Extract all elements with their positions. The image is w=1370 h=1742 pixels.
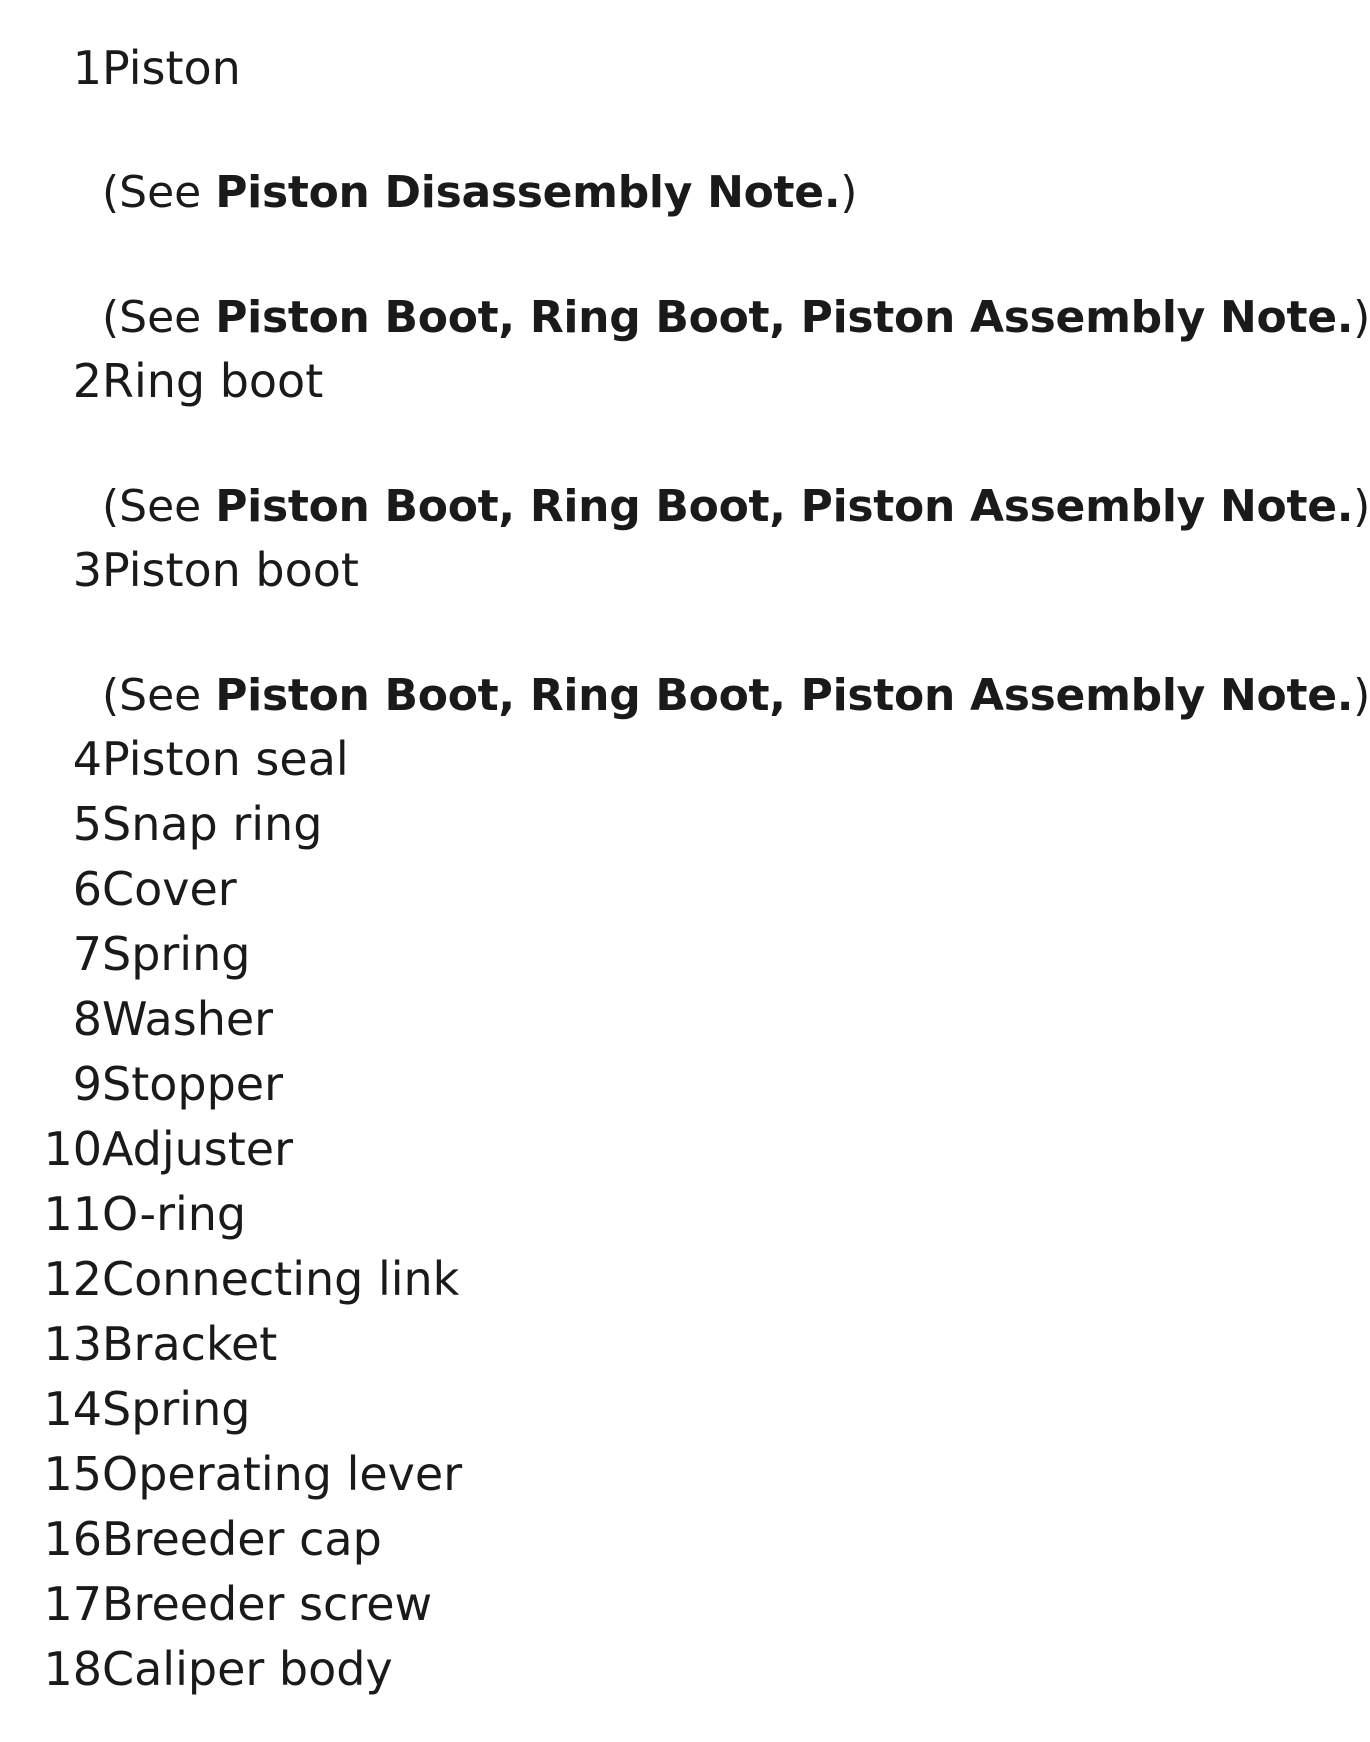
item-number: 16 bbox=[43, 1512, 102, 1566]
note-suffix: ) bbox=[1353, 670, 1370, 721]
item-label: Connecting link bbox=[102, 1252, 460, 1306]
item-number: 1 bbox=[72, 41, 102, 95]
item-number: 9 bbox=[72, 1057, 102, 1111]
note-prefix: (See bbox=[102, 481, 216, 532]
note-title: Piston Boot, Ring Boot, Piston Assembly Note. bbox=[215, 481, 1354, 532]
item-label: Bracket bbox=[102, 1317, 278, 1371]
item-number: 2 bbox=[72, 354, 102, 408]
note-suffix: ) bbox=[1353, 292, 1370, 343]
list-item bbox=[0, 540, 1344, 600]
list-item bbox=[0, 924, 1344, 984]
item-label: Piston bbox=[102, 41, 241, 95]
item-label: Adjuster bbox=[102, 1122, 294, 1176]
note-title: Piston Disassembly Note. bbox=[215, 167, 841, 218]
list-item bbox=[0, 1119, 1344, 1179]
item-number: 4 bbox=[72, 732, 102, 786]
note-prefix: (See bbox=[102, 292, 216, 343]
note-title: Piston Boot, Ring Boot, Piston Assembly Note. bbox=[215, 670, 1354, 721]
item-number: 13 bbox=[43, 1317, 102, 1371]
note-prefix: (See bbox=[102, 167, 216, 218]
list-item bbox=[0, 1444, 1344, 1504]
item-number: 6 bbox=[72, 862, 102, 916]
item-label: O-ring bbox=[102, 1187, 247, 1241]
list-item bbox=[0, 1509, 1344, 1569]
item-label: Caliper body bbox=[102, 1642, 393, 1696]
item-number: 12 bbox=[43, 1252, 102, 1306]
item-label: Piston seal bbox=[102, 732, 349, 786]
item-label: Breeder screw bbox=[102, 1577, 433, 1631]
item-label: Breeder cap bbox=[102, 1512, 382, 1566]
reference-note bbox=[102, 163, 857, 223]
list-item bbox=[0, 38, 1344, 98]
list-item bbox=[0, 351, 1344, 411]
list-item bbox=[0, 1639, 1344, 1699]
note-suffix: ) bbox=[1353, 481, 1370, 532]
list-item bbox=[0, 729, 1344, 789]
reference-note bbox=[102, 666, 1370, 726]
item-number: 18 bbox=[43, 1642, 102, 1696]
item-number: 14 bbox=[43, 1382, 102, 1436]
note-suffix: ) bbox=[840, 167, 858, 218]
list-item bbox=[0, 1054, 1344, 1114]
item-label: Washer bbox=[102, 992, 274, 1046]
item-number: 5 bbox=[72, 797, 102, 851]
item-label: Ring boot bbox=[102, 354, 324, 408]
item-number: 11 bbox=[43, 1187, 102, 1241]
item-label: Stopper bbox=[102, 1057, 283, 1111]
item-label: Operating lever bbox=[102, 1447, 463, 1501]
item-number: 17 bbox=[43, 1577, 102, 1631]
item-label: Spring bbox=[102, 927, 251, 981]
list-item bbox=[0, 1184, 1344, 1244]
item-number: 3 bbox=[72, 543, 102, 597]
item-number: 7 bbox=[72, 927, 102, 981]
item-number: 8 bbox=[72, 992, 102, 1046]
reference-note bbox=[102, 288, 1370, 348]
list-item bbox=[0, 989, 1344, 1049]
list-item bbox=[0, 1379, 1344, 1439]
item-label: Cover bbox=[102, 862, 237, 916]
item-label: Spring bbox=[102, 1382, 251, 1436]
item-number: 15 bbox=[43, 1447, 102, 1501]
list-item bbox=[0, 1314, 1344, 1374]
item-label: Snap ring bbox=[102, 797, 323, 851]
list-item bbox=[0, 794, 1344, 854]
note-title: Piston Boot, Ring Boot, Piston Assembly Note. bbox=[215, 292, 1354, 343]
item-number: 10 bbox=[43, 1122, 102, 1176]
list-item bbox=[0, 1249, 1344, 1309]
reference-note bbox=[102, 477, 1370, 537]
item-label: Piston boot bbox=[102, 543, 359, 597]
list-item bbox=[0, 1574, 1344, 1634]
note-prefix: (See bbox=[102, 670, 216, 721]
list-item bbox=[0, 859, 1344, 919]
